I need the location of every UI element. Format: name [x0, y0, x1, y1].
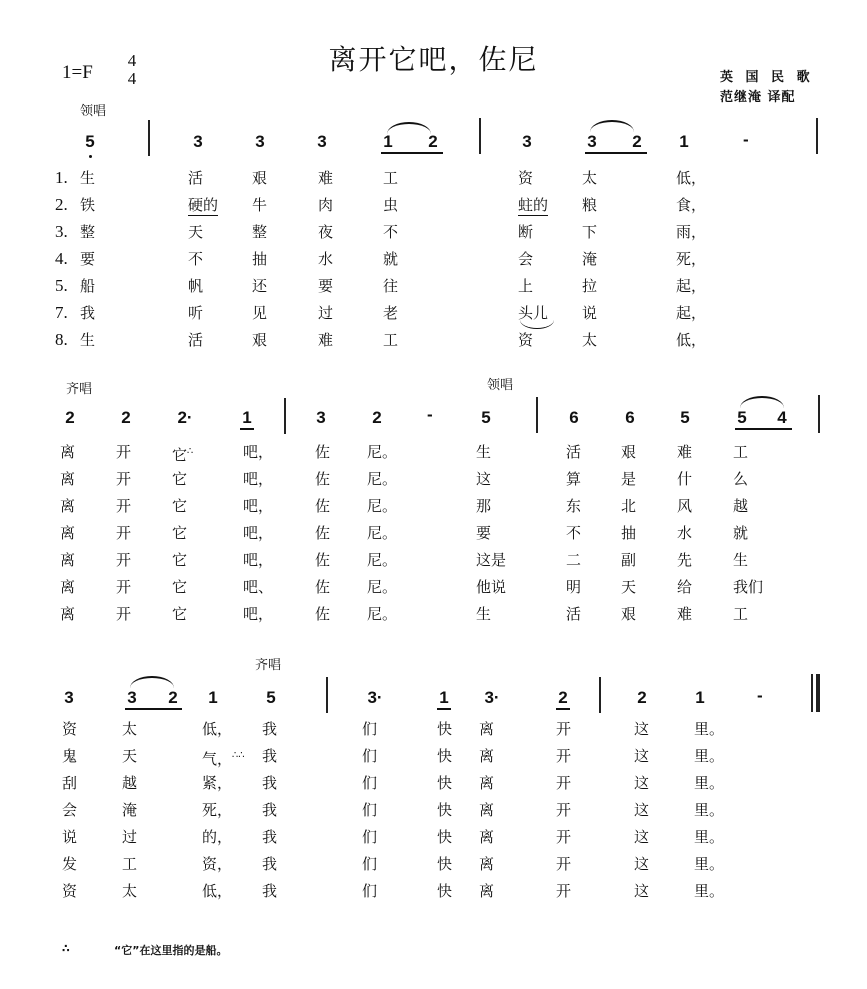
- lyric: 老: [383, 304, 399, 322]
- note: 2: [372, 408, 382, 427]
- low-octave-dot: [89, 155, 92, 158]
- lyric: 过: [318, 304, 334, 322]
- beam: [381, 152, 443, 154]
- lyric: 往: [383, 277, 399, 295]
- lyric: 鬼: [62, 747, 78, 765]
- key-signature: 1=F: [62, 62, 93, 83]
- verse-number: 7.: [55, 303, 68, 322]
- lyric: 离: [60, 551, 76, 569]
- part-label-chorus: 齐唱: [66, 382, 93, 397]
- part-label-lead: 领唱: [487, 378, 514, 393]
- lyric: 刮: [62, 774, 78, 792]
- lyric: 开: [116, 443, 132, 461]
- lyric: 佐: [315, 578, 331, 596]
- lyric: 东: [566, 497, 582, 515]
- lyric: 风: [677, 497, 693, 515]
- sustain-dash: -: [757, 686, 763, 705]
- lyric: 我: [262, 720, 278, 738]
- lyric: 它: [172, 578, 188, 596]
- lyric: 肉: [318, 196, 334, 214]
- note: 5: [737, 408, 747, 427]
- lyric: 工: [122, 855, 138, 873]
- lyric: 开: [116, 497, 132, 515]
- note: 1: [695, 688, 705, 707]
- lyric: 这: [634, 882, 650, 900]
- lyric: 资: [62, 720, 78, 738]
- lyric: 生: [80, 331, 96, 349]
- part-label-lead: 领唱: [80, 104, 107, 119]
- note: 5: [680, 408, 690, 427]
- lyric: 快: [437, 828, 453, 846]
- lyric: 他说: [476, 578, 507, 596]
- lyric: 离: [60, 497, 76, 515]
- lyric-row: [55, 303, 68, 323]
- lyric: 离: [60, 605, 76, 623]
- note: 2: [637, 688, 647, 707]
- lyric: 说: [582, 304, 598, 322]
- note: 5: [266, 688, 276, 707]
- lyric: 说: [62, 828, 78, 846]
- slur: [130, 676, 174, 688]
- part-label-chorus: 齐唱: [255, 658, 282, 673]
- lyric: 活: [188, 169, 204, 187]
- footnote-marker: ∴: [62, 942, 70, 955]
- note: 5: [481, 408, 491, 427]
- lyric: 么: [733, 470, 749, 488]
- lyric: 就: [733, 524, 749, 542]
- lyric: 快: [437, 801, 453, 819]
- lyric: 是: [621, 470, 637, 488]
- lyric: 吧，: [243, 524, 274, 542]
- lyric: 里。: [694, 747, 725, 765]
- lyric: 们: [362, 774, 378, 792]
- note: 2: [168, 688, 178, 707]
- lyric: 吧，: [243, 443, 274, 461]
- lyric: 会: [518, 250, 534, 268]
- lyric: 发: [62, 855, 78, 873]
- lyric: 北: [621, 497, 637, 515]
- lyric: 太: [122, 882, 138, 900]
- note: 2: [632, 132, 642, 151]
- lyric: 听: [188, 304, 204, 322]
- lyric: 佐: [315, 605, 331, 623]
- lyric: 下: [582, 223, 598, 241]
- note: 3: [587, 132, 597, 151]
- lyric: 们: [362, 828, 378, 846]
- lyric: 我: [262, 828, 278, 846]
- lyric-row: [55, 222, 68, 242]
- lyric: 难: [677, 443, 693, 461]
- lyric: 天: [188, 223, 204, 241]
- lyric: 它: [172, 470, 188, 488]
- lyric: 尼。: [367, 551, 398, 569]
- lyric: 里。: [694, 882, 725, 900]
- lyric: 里。: [694, 774, 725, 792]
- lyric: 活: [566, 605, 582, 623]
- lyric: 开: [556, 855, 572, 873]
- lyric: 佐: [315, 497, 331, 515]
- lyric: 粮: [582, 196, 598, 214]
- lyric: 牛: [252, 196, 268, 214]
- lyric: 离: [479, 720, 495, 738]
- lyric: 开: [116, 551, 132, 569]
- lyric: 要: [318, 277, 334, 295]
- verse-number: 1.: [55, 168, 68, 187]
- lyric: 食，: [676, 196, 707, 214]
- lyric: 开: [116, 524, 132, 542]
- lyric: 们: [362, 882, 378, 900]
- lyric: 整: [252, 223, 268, 241]
- lyric: 里。: [694, 801, 725, 819]
- lyric: 难: [318, 331, 334, 349]
- lyric: 水: [318, 250, 334, 268]
- lyric: 这: [476, 470, 492, 488]
- verse-number: 5.: [55, 276, 68, 295]
- lyric: 开: [116, 578, 132, 596]
- lyric: 吧，: [243, 605, 274, 623]
- lyric: 资，: [202, 855, 233, 873]
- lyric: 二: [566, 551, 582, 569]
- lyric: 快: [437, 774, 453, 792]
- lyric: 吧、: [243, 578, 274, 596]
- lyric: 离: [479, 882, 495, 900]
- lyric: 艰: [252, 331, 268, 349]
- translator-credit: 范继淹 译配: [720, 90, 796, 105]
- lyric: 天: [122, 747, 138, 765]
- lyric: 尼。: [367, 605, 398, 623]
- lyric: 明: [566, 578, 582, 596]
- lyric: 艰: [621, 605, 637, 623]
- note: 2: [121, 408, 131, 427]
- lyric: 生: [476, 443, 492, 461]
- lyric: 就: [383, 250, 399, 268]
- lyric: 开: [556, 720, 572, 738]
- lyric: 低，: [202, 882, 233, 900]
- lyric: 我: [262, 855, 278, 873]
- verse-number: 3.: [55, 222, 68, 241]
- lyric: 淹: [122, 801, 138, 819]
- barline: [816, 118, 818, 154]
- lyric: 先: [677, 551, 693, 569]
- lyric: 生: [80, 169, 96, 187]
- lyric: 资: [518, 331, 534, 349]
- lyric: 开: [116, 605, 132, 623]
- lyric: [172, 442, 193, 465]
- barline: [536, 397, 538, 433]
- sustain-dash: -: [427, 405, 433, 424]
- lyric: 难: [318, 169, 334, 187]
- lyric: 给: [677, 578, 693, 596]
- lyric: 工: [383, 331, 399, 349]
- lyric: 虫: [383, 196, 399, 214]
- lyric: 起，: [676, 304, 707, 322]
- lyric: 不: [566, 524, 582, 542]
- time-signature: [124, 52, 140, 88]
- slur: [740, 396, 784, 408]
- lyric: 这是: [476, 551, 507, 569]
- final-barline-thin: [811, 674, 813, 712]
- lyric: 起，: [676, 277, 707, 295]
- lyric: 低，: [202, 720, 233, 738]
- lyric: 我: [262, 801, 278, 819]
- lyric: 佐: [315, 551, 331, 569]
- lyric: 越: [122, 774, 138, 792]
- lyric: 雨，: [676, 223, 707, 241]
- lyric: 抽: [252, 250, 268, 268]
- lyric: 我: [80, 304, 96, 322]
- lyric-tie: [520, 320, 554, 329]
- note: 6: [625, 408, 635, 427]
- lyric: 它: [172, 551, 188, 569]
- note: 3: [255, 132, 265, 151]
- lyric: 佐: [315, 524, 331, 542]
- lyric: 离: [60, 470, 76, 488]
- lyric: 离: [479, 774, 495, 792]
- note: 2: [65, 408, 75, 427]
- lyric: 尼。: [367, 578, 398, 596]
- lyric-row: [55, 276, 68, 296]
- verse-number: 8.: [55, 330, 68, 349]
- meter-bottom: 4: [127, 69, 137, 88]
- lyric: 低，: [676, 331, 707, 349]
- lyric: 们: [362, 720, 378, 738]
- footnote-marker: ∴∴: [232, 750, 245, 761]
- lyric: 要: [80, 250, 96, 268]
- lyric: 不: [188, 250, 204, 268]
- lyric: 这: [634, 774, 650, 792]
- origin-credit: 英 国 民 歌: [720, 70, 814, 85]
- note-dotted: 3·: [484, 688, 500, 707]
- lyric: 离: [479, 747, 495, 765]
- lyric: 还: [252, 277, 268, 295]
- lyric: 帆: [188, 277, 204, 295]
- lyric: 不: [383, 223, 399, 241]
- lyric: [202, 746, 245, 769]
- note: 2: [428, 132, 438, 151]
- note: 3: [127, 688, 137, 707]
- lyric-row: [55, 168, 68, 188]
- lyric: 工: [733, 443, 749, 461]
- lyric: 铁: [80, 196, 96, 214]
- lyric: 它: [172, 497, 188, 515]
- lyric: 离: [60, 443, 76, 461]
- lyric: 这: [634, 828, 650, 846]
- lyric: 死，: [676, 250, 707, 268]
- note: 1: [679, 132, 689, 151]
- lyric: 这: [634, 801, 650, 819]
- lyric: 我: [262, 774, 278, 792]
- note: 3: [193, 132, 203, 151]
- lyric: 什: [677, 470, 693, 488]
- lyric: 佐: [315, 443, 331, 461]
- lyric: 难: [677, 605, 693, 623]
- lyric: 紧，: [202, 774, 233, 792]
- lyric: 天: [621, 578, 637, 596]
- lyric: 开: [556, 747, 572, 765]
- sustain-dash: -: [743, 130, 749, 149]
- lyric: 它: [172, 605, 188, 623]
- note: 1: [208, 688, 218, 707]
- lyric: 离: [60, 578, 76, 596]
- lyric: 断: [518, 223, 534, 241]
- lyric: 淹: [582, 250, 598, 268]
- lyric: 见: [252, 304, 268, 322]
- note: 4: [777, 408, 787, 427]
- lyric: 我: [262, 882, 278, 900]
- lyric: 里。: [694, 828, 725, 846]
- lyric: 这: [634, 747, 650, 765]
- lyric: 的，: [202, 828, 233, 846]
- note: 6: [569, 408, 579, 427]
- lyric-text: 气，: [202, 750, 233, 768]
- lyric: 它: [172, 524, 188, 542]
- lyric: 整: [80, 223, 96, 241]
- lyric: 上: [518, 277, 534, 295]
- beam: [585, 152, 647, 154]
- lyric: 吧，: [243, 551, 274, 569]
- lyric: 快: [437, 882, 453, 900]
- slur: [590, 120, 634, 132]
- lyric: 吧，: [243, 497, 274, 515]
- note: 3: [316, 408, 326, 427]
- note: 1: [240, 408, 254, 430]
- lyric: 太: [122, 720, 138, 738]
- lyric: 活: [566, 443, 582, 461]
- lyric: 死，: [202, 801, 233, 819]
- lyric: 快: [437, 747, 453, 765]
- note-dotted: 3·: [367, 688, 383, 707]
- barline: [284, 398, 286, 434]
- lyric: 硬的: [188, 196, 219, 214]
- lyric: 艰: [252, 169, 268, 187]
- lyric: 低，: [676, 169, 707, 187]
- lyric: 开: [556, 882, 572, 900]
- lyric: 尼。: [367, 524, 398, 542]
- lyric: 这: [634, 720, 650, 738]
- lyric-text: 它: [172, 446, 188, 464]
- lyric: 里。: [694, 720, 725, 738]
- barline: [148, 120, 150, 156]
- lyric: 尼。: [367, 470, 398, 488]
- note: 2: [556, 688, 570, 710]
- lyric: 会: [62, 801, 78, 819]
- lyric: 副: [621, 551, 637, 569]
- lyric: 离: [60, 524, 76, 542]
- verse-number: 4.: [55, 249, 68, 268]
- lyric: 开: [556, 828, 572, 846]
- lyric: 工: [383, 169, 399, 187]
- note: 5: [85, 132, 95, 151]
- beam: [735, 428, 792, 430]
- lyric: 里。: [694, 855, 725, 873]
- lyric: 活: [188, 331, 204, 349]
- lyric: 们: [362, 801, 378, 819]
- note: 3: [317, 132, 327, 151]
- note: 3: [64, 688, 74, 707]
- lyric: 我: [262, 747, 278, 765]
- lyric: 要: [476, 524, 492, 542]
- lyric: 快: [437, 720, 453, 738]
- lyric: 快: [437, 855, 453, 873]
- lyric: 拉: [582, 277, 598, 295]
- lyric-row: [55, 195, 68, 215]
- lyric: 蛀的: [518, 196, 549, 214]
- lyric: 们: [362, 747, 378, 765]
- barline: [326, 677, 328, 713]
- lyric: 这: [634, 855, 650, 873]
- lyric: 尼。: [367, 443, 398, 461]
- song-title: 离开它吧，佐尼: [328, 43, 539, 76]
- lyric: 离: [479, 855, 495, 873]
- verse-number: 2.: [55, 195, 68, 214]
- lyric: 尼。: [367, 497, 398, 515]
- lyric: 越: [733, 497, 749, 515]
- lyric: 过: [122, 828, 138, 846]
- lyric: 开: [556, 801, 572, 819]
- lyric: 抽: [621, 524, 637, 542]
- footnote-marker: ∴: [187, 446, 194, 457]
- lyric: 开: [556, 774, 572, 792]
- lyric: 太: [582, 331, 598, 349]
- barline: [599, 677, 601, 713]
- barline: [479, 118, 481, 154]
- final-barline-thick: [816, 674, 820, 712]
- lyric: 们: [362, 855, 378, 873]
- note: 3: [522, 132, 532, 151]
- barline: [818, 395, 820, 433]
- lyric: 吧，: [243, 470, 274, 488]
- lyric: 船: [80, 277, 96, 295]
- lyric: 离: [479, 828, 495, 846]
- lyric: 资: [518, 169, 534, 187]
- meter-top: 4: [127, 51, 137, 70]
- lyric: 水: [677, 524, 693, 542]
- lyric: 我们: [733, 578, 764, 596]
- note: 1: [383, 132, 393, 151]
- lyric: 开: [116, 470, 132, 488]
- footnote-text: “它”在这里指的是船。: [114, 944, 228, 957]
- lyric: 夜: [318, 223, 334, 241]
- beam: [125, 708, 182, 710]
- lyric: 太: [582, 169, 598, 187]
- lyric: 资: [62, 882, 78, 900]
- lyric: 那: [476, 497, 492, 515]
- lyric: 离: [479, 801, 495, 819]
- lyric: 算: [566, 470, 582, 488]
- lyric: 头儿: [518, 304, 549, 322]
- note: 1: [437, 688, 451, 710]
- lyric-row: [55, 330, 68, 350]
- lyric: 生: [733, 551, 749, 569]
- lyric: 艰: [621, 443, 637, 461]
- lyric: 生: [476, 605, 492, 623]
- lyric: 工: [733, 605, 749, 623]
- note-dotted: 2·: [177, 408, 193, 427]
- lyric-row: [55, 249, 68, 269]
- lyric: 佐: [315, 470, 331, 488]
